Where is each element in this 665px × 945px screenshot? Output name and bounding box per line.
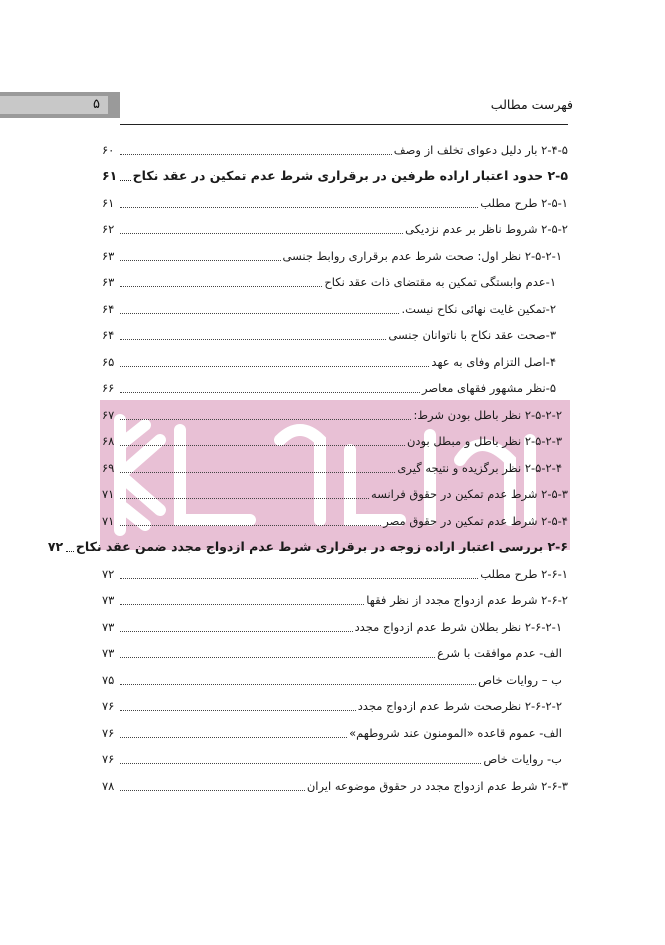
toc-entry-title: ۴-اصل التزام وفای به عهد — [431, 354, 556, 369]
toc-entry-title: ۲-۶-۲ شرط عدم ازدواج مجدد از نظر فقها — [366, 593, 568, 607]
toc-row[interactable] — [102, 373, 568, 400]
toc-dot-leader — [120, 790, 305, 791]
toc-row[interactable] — [102, 214, 568, 241]
toc-row[interactable] — [102, 452, 568, 479]
toc-entry-title: ۲-۵-۳ شرط عدم تمکین در حقوق فرانسه — [371, 487, 568, 501]
toc-page-number: ۷۳ — [102, 646, 115, 660]
toc-entry-title: ۲-۶-۲-۲ نظرصحت شرط عدم ازدواج مجدد — [357, 699, 562, 713]
toc-entry-title: ۲-۵-۲-۴ نظر برگزیده و نتیجه گیری — [397, 460, 562, 475]
toc-page-number: ۶۸ — [102, 434, 115, 448]
toc-dot-leader — [120, 525, 381, 526]
toc-row[interactable] — [102, 585, 568, 612]
toc-row[interactable] — [102, 558, 568, 585]
toc-dot-leader — [120, 498, 369, 499]
toc-page-number: ۶۰ — [102, 142, 115, 157]
toc-row[interactable] — [102, 717, 568, 744]
toc-entry-title: ۳-صحت عقد نکاح با ناتوانان جنسی — [388, 328, 556, 342]
toc-entry-title: ۲-۶ بررسی اعتبار اراده زوجه در برقراری شرط عدم ازدواج مجدد ضمن عقد نکاح — [75, 539, 568, 554]
header-rule — [120, 124, 568, 125]
toc-row[interactable] — [102, 638, 568, 665]
running-title: فهرست مطالب — [490, 97, 573, 112]
toc-dot-leader — [120, 339, 386, 340]
toc-row[interactable] — [102, 399, 568, 426]
toc-dot-leader — [120, 233, 403, 234]
toc-page-number: ۷۶ — [102, 752, 115, 766]
toc-row[interactable] — [102, 744, 568, 771]
toc-dot-leader — [120, 366, 429, 367]
toc-entry-title: ۱-عدم وابستگی تمکین به مقتضای ذات عقد نکاح — [324, 275, 556, 289]
toc-row[interactable] — [102, 346, 568, 373]
toc-entry-title: ۲-۶-۳ شرط عدم ازدواج مجدد در حقوق موضوعه ایران — [306, 778, 568, 793]
toc-page-number: ۶۳ — [102, 275, 115, 289]
toc-dot-leader — [120, 737, 347, 738]
toc-page-number: ۷۳ — [102, 593, 115, 607]
toc-page-number: ۷۳ — [102, 619, 115, 634]
toc-dot-leader — [120, 154, 392, 155]
toc-dot-leader — [120, 445, 405, 446]
toc-page-number: ۶۱ — [102, 168, 118, 183]
toc-entry-title: الف- عموم قاعده «المومنون عند شروطهم» — [349, 725, 562, 740]
toc-page-number: ۶۹ — [102, 460, 115, 475]
toc-dot-leader — [120, 472, 395, 473]
toc-dot-leader — [120, 604, 364, 605]
toc-row[interactable] — [102, 479, 568, 506]
toc-row[interactable] — [102, 134, 568, 161]
toc-page-number: ۷۱ — [102, 487, 115, 501]
toc-entry-title: ب – روایات خاص — [478, 672, 562, 687]
toc-entry-title: ۲-۵-۲-۲ نظر باطل بودن شرط: — [413, 407, 562, 422]
toc-page-number: ۷۵ — [102, 672, 115, 687]
toc-entry-title: ۲-۵-۲-۱ نظر اول: صحت شرط عدم برقراری روابط جنسی — [282, 248, 562, 263]
toc-dot-leader — [120, 260, 281, 261]
toc-page-number: ۶۶ — [102, 381, 115, 395]
toc-row[interactable] — [102, 240, 568, 267]
toc-page-number: ۷۶ — [102, 725, 115, 740]
toc-dot-leader — [120, 313, 399, 314]
toc-row[interactable] — [102, 611, 568, 638]
toc-entry-title: ۲-۵-۱ طرح مطلب — [480, 195, 568, 210]
page-number: ۵ — [93, 97, 100, 112]
toc-entry-title: ۲-تمکین غایت نهائی نکاح نیست. — [401, 301, 556, 316]
toc-row[interactable] — [102, 426, 568, 453]
toc-page-number: ۷۱ — [102, 513, 115, 528]
toc-entry-title: ۲-۶-۱ طرح مطلب — [480, 566, 568, 581]
toc-page-number: ۶۷ — [102, 407, 115, 422]
toc-section-row[interactable] — [47, 532, 568, 559]
toc-entry-title: ۲-۵-۴ شرط عدم تمکین در حقوق مصر — [383, 513, 568, 528]
toc-page-number: ۶۳ — [102, 248, 115, 263]
toc-dot-leader — [120, 286, 322, 287]
toc-dot-leader — [120, 180, 131, 181]
toc-row[interactable] — [102, 267, 568, 294]
toc-row[interactable] — [102, 505, 568, 532]
toc-entry-title: الف- عدم موافقت با شرع — [437, 646, 562, 660]
toc-row[interactable] — [102, 293, 568, 320]
toc-dot-leader — [120, 710, 356, 711]
toc-section-row[interactable] — [102, 161, 568, 188]
toc-dot-leader — [120, 392, 420, 393]
toc-page-number: ۶۴ — [102, 328, 115, 342]
toc-entry-title: ۲-۵-۲-۳ نظر باطل و مبطل بودن — [406, 434, 562, 448]
toc-page-number: ۷۲ — [47, 539, 64, 554]
toc-entry-title: ۲-۵-۲ شروط ناظر بر عدم نزدیکی — [405, 222, 568, 236]
toc-page-number: ۷۸ — [102, 778, 115, 793]
toc-page-number: ۶۲ — [102, 222, 115, 236]
toc-dot-leader — [120, 657, 435, 658]
toc-dot-leader — [120, 684, 476, 685]
toc-dot-leader — [120, 419, 411, 420]
toc-dot-leader — [120, 207, 478, 208]
toc-page-number: ۶۴ — [102, 301, 115, 316]
toc-dot-leader — [66, 551, 74, 552]
toc-entry-title: ۲-۵ حدود اعتبار اراده طرفین در برقراری شرط عدم تمکین در عقد نکاح — [132, 168, 568, 183]
table-of-contents — [47, 134, 568, 797]
toc-page-number: ۶۵ — [102, 354, 115, 369]
toc-row[interactable] — [102, 187, 568, 214]
toc-row[interactable] — [102, 320, 568, 347]
toc-row[interactable] — [102, 691, 568, 718]
toc-row[interactable] — [102, 664, 568, 691]
toc-row[interactable] — [102, 770, 568, 797]
toc-dot-leader — [120, 578, 478, 579]
toc-entry-title: ب- روایات خاص — [483, 752, 562, 766]
toc-page-number: ۶۱ — [102, 195, 115, 210]
toc-dot-leader — [120, 763, 481, 764]
toc-entry-title: ۲-۶-۲-۱ نظر بطلان شرط عدم ازدواج مجدد — [354, 619, 562, 634]
toc-entry-title: ۵-نظر مشهور فقهای معاصر — [422, 381, 556, 395]
toc-page-number: ۷۲ — [102, 566, 115, 581]
toc-page-number: ۷۶ — [102, 699, 115, 713]
toc-dot-leader — [120, 631, 353, 632]
toc-entry-title: ۲-۴-۵ بار دلیل دعوای تخلف از وصف — [393, 142, 568, 157]
